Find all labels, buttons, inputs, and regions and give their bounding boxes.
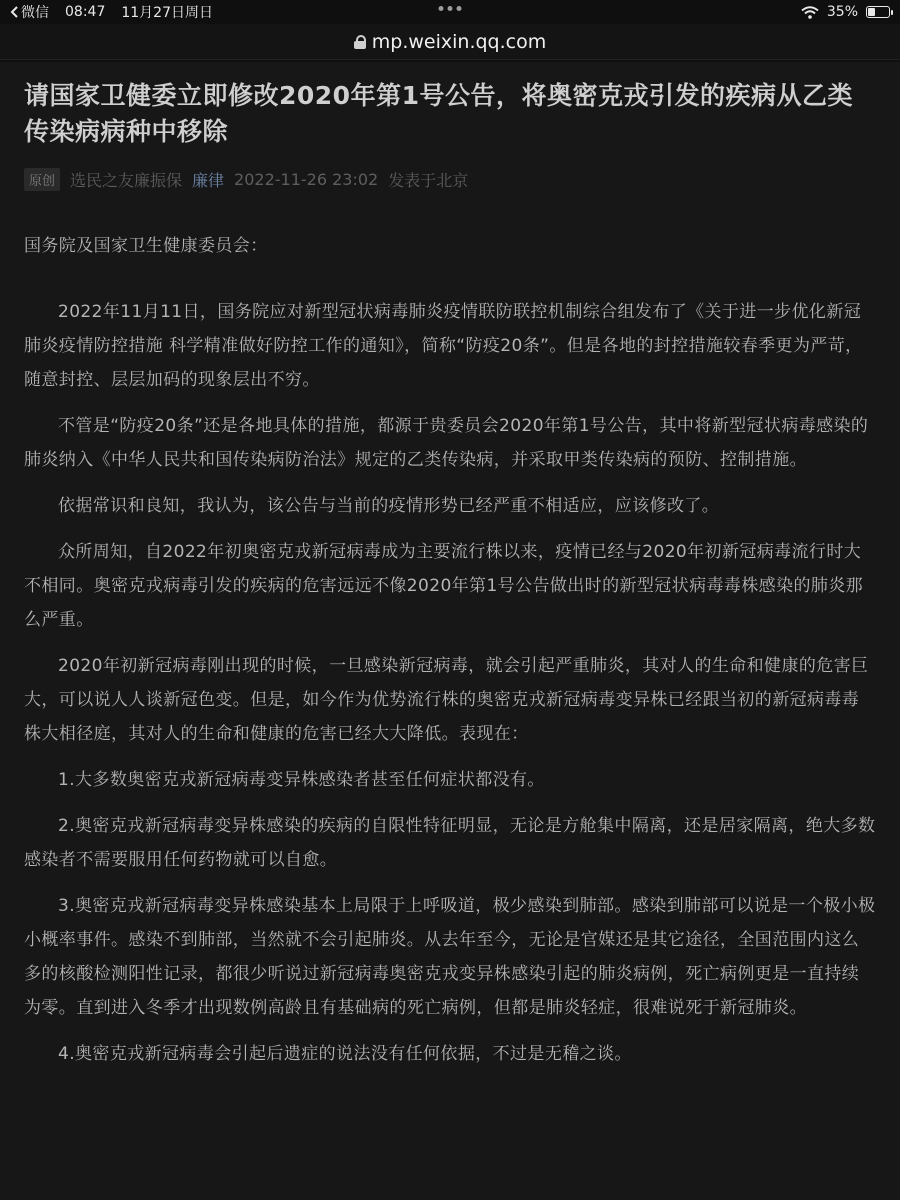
paragraph: 2020年初新冠病毒刚出现的时候，一旦感染新冠病毒，就会引起严重肺炎，其对人的生命和健康的危害巨大，可以说人人谈新冠色变。但是，如今作为优势流行株的奥密克戎新冠病毒变异株已经跟当初的新冠病毒毒株大相径庭，其对人的生命和健康的危害已经大大降低。表现在： [24,656,869,744]
publish-datetime: 2022-11-26 23:02 [234,170,379,189]
paragraph: 众所周知，自2022年初奥密克戎新冠病毒成为主要流行株以来，疫情已经与2020年初新冠病毒流行时大不相同。奥密克戎病毒引发的疾病的危害远远不像2020年第1号公告做出时的新型冠状病毒毒株感染的肺炎那么严重。 [24,542,864,630]
back-to-wechat[interactable] [10,2,49,22]
original-badge: 原创 [24,168,60,191]
salutation: 国务院及国家卫生健康委员会： [24,236,268,256]
article-content[interactable] [0,62,900,1200]
battery-icon [866,6,890,18]
list-item: 2.奥密克戎新冠病毒变异株感染的疾病的自限性特征明显，无论是方舱集中隔离，还是居家隔离，绝大多数感染者不需要服用任何药物就可以自愈。 [24,816,876,870]
status-right [801,4,890,20]
multitask-dots-icon[interactable] [439,6,462,11]
back-arrow-icon [10,6,18,18]
paragraph: 依据常识和良知，我认为，该公告与当前的疫情形势已经严重不相适应，应该修改了。 [58,496,720,516]
status-date: 11月27日周日 [121,5,213,21]
status-time: 08:47 [65,4,106,20]
list-item: 4.奥密克戎新冠病毒会引起后遗症的说法没有任何依据，不过是无稽之谈。 [58,1044,632,1064]
url-text: mp.weixin.qq.com [371,30,547,53]
article-body [24,229,876,1071]
status-left [10,2,213,22]
paragraph: 2022年11月11日，国务院应对新型冠状病毒肺炎疫情联防联控机制综合组发布了《关于进一步优化新冠肺炎疫情防控措施 科学精准做好防控工作的通知》，简称“防疫20条”。但是各地的封控措施较春季更为严苛，随意封控、层层加码的现象层出不穷。 [24,302,863,390]
battery-percent: 35% [826,4,858,20]
publish-location: 发表于北京 [388,171,469,190]
back-label: 微信 [21,5,49,21]
article-meta [24,168,876,191]
author-link[interactable]: 廉律 [192,171,225,190]
account-name[interactable]: 选民之友廉振保 [70,171,183,190]
list-item: 3.奥密克戎新冠病毒变异株感染基本上局限于上呼吸道，极少感染到肺部。感染到肺部可以说是一个极小极小概率事件。感染不到肺部，当然就不会引起肺炎。从去年至今，无论是官媒还是其它途径，全国范围内这么多的核酸检测阳性记录，都很少听说过新冠病毒奥密克戎变异株感染引起的肺炎病例，死亡病例更是一直持续为零。直到进入冬季才出现数例高龄且有基础病的死亡病例，但都是肺炎轻症，很难说死于新冠肺炎。 [24,896,876,1018]
address-bar[interactable] [0,24,900,60]
wifi-icon [801,6,819,19]
article-title: 请国家卫健委立即修改2020年第1号公告，将奥密克戎引发的疾病从乙类传染病病种中移除 [24,81,853,146]
list-item: 1.大多数奥密克戎新冠病毒变异株感染者甚至任何症状都没有。 [58,770,545,790]
paragraph: 不管是“防疫20条”还是各地具体的措施，都源于贵委员会2020年第1号公告，其中将新型冠状病毒感染的肺炎纳入《中华人民共和国传染病防治法》规定的乙类传染病，并采取甲类传染病的预防、控制措施。 [24,416,869,470]
lock-icon [354,35,366,49]
status-bar [0,0,900,24]
